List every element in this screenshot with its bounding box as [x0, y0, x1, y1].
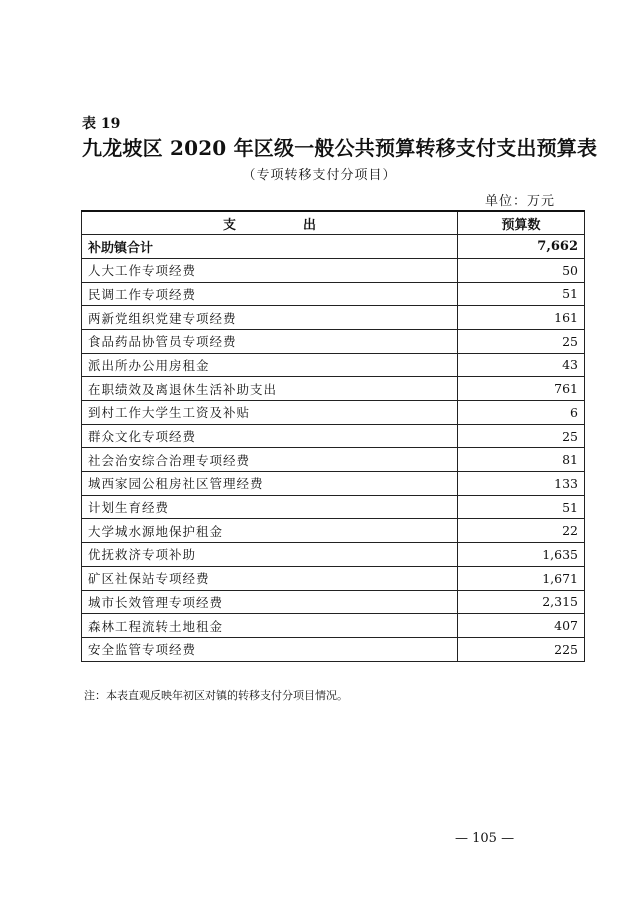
- header-expenditure-a: 支: [222, 217, 236, 233]
- row-item-amount: 25: [458, 424, 585, 448]
- row-item-amount: 761: [458, 377, 585, 401]
- table-note: 注：本表直观反映年初区对镇的转移支付分项目情况。: [84, 689, 348, 702]
- table-row: [82, 329, 585, 353]
- row-item-amount: 161: [458, 306, 585, 330]
- row-item-amount: 81: [458, 448, 585, 472]
- header-expenditure-b: 出: [303, 217, 317, 233]
- row-item-name: 安全监管专项经费: [82, 637, 458, 661]
- table-row: [82, 637, 585, 661]
- table-row: [82, 353, 585, 377]
- row-item-amount: 225: [458, 637, 585, 661]
- table-header-row: [82, 211, 585, 235]
- row-item-name: 计划生育经费: [82, 495, 458, 519]
- table-row: [82, 401, 585, 425]
- row-item-amount: 2,315: [458, 590, 585, 614]
- table-number: 表 19: [82, 116, 121, 132]
- header-expenditure: [82, 211, 458, 235]
- budget-table: [81, 210, 585, 662]
- table-row: [82, 495, 585, 519]
- row-item-name: 社会治安综合治理专项经费: [82, 448, 458, 472]
- table-row: [82, 519, 585, 543]
- total-amount: 7,662: [458, 235, 585, 259]
- row-item-name: 民调工作专项经费: [82, 282, 458, 306]
- row-item-amount: 133: [458, 472, 585, 496]
- row-item-amount: 43: [458, 353, 585, 377]
- row-item-name: 城西家园公租房社区管理经费: [82, 472, 458, 496]
- row-item-amount: 22: [458, 519, 585, 543]
- table-row: [82, 590, 585, 614]
- table-row: [82, 377, 585, 401]
- row-item-name: 人大工作专项经费: [82, 258, 458, 282]
- row-item-name: 森林工程流转土地租金: [82, 614, 458, 638]
- row-item-amount: 1,635: [458, 543, 585, 567]
- row-item-amount: 51: [458, 282, 585, 306]
- document-title: 九龙坡区 2020 年区级一般公共预算转移支付支出预算表: [82, 136, 598, 160]
- table-row: [82, 614, 585, 638]
- page-number: — 105 —: [455, 831, 515, 846]
- row-item-name: 优抚救济专项补助: [82, 543, 458, 567]
- total-row: [82, 235, 585, 259]
- table-row: [82, 448, 585, 472]
- row-item-name: 群众文化专项经费: [82, 424, 458, 448]
- table-row: [82, 282, 585, 306]
- row-item-name: 食品药品协管员专项经费: [82, 329, 458, 353]
- header-budget-amount: 预算数: [458, 211, 585, 235]
- row-item-name: 在职绩效及离退休生活补助支出: [82, 377, 458, 401]
- row-item-name: 矿区社保站专项经费: [82, 566, 458, 590]
- row-item-amount: 51: [458, 495, 585, 519]
- total-name: 补助镇合计: [82, 235, 458, 259]
- table-row: [82, 258, 585, 282]
- document-subtitle: （专项转移支付分项目）: [242, 168, 397, 183]
- row-item-name: 城市长效管理专项经费: [82, 590, 458, 614]
- table-row: [82, 566, 585, 590]
- row-item-name: 派出所办公用房租金: [82, 353, 458, 377]
- row-item-name: 大学城水源地保护租金: [82, 519, 458, 543]
- table-row: [82, 543, 585, 567]
- table-row: [82, 306, 585, 330]
- row-item-amount: 407: [458, 614, 585, 638]
- row-item-name: 到村工作大学生工资及补贴: [82, 401, 458, 425]
- row-item-amount: 1,671: [458, 566, 585, 590]
- row-item-name: 两新党组织党建专项经费: [82, 306, 458, 330]
- row-item-amount: 50: [458, 258, 585, 282]
- row-item-amount: 25: [458, 329, 585, 353]
- table-row: [82, 424, 585, 448]
- table-row: [82, 472, 585, 496]
- row-item-amount: 6: [458, 401, 585, 425]
- unit-label: 单位：万元: [484, 194, 555, 209]
